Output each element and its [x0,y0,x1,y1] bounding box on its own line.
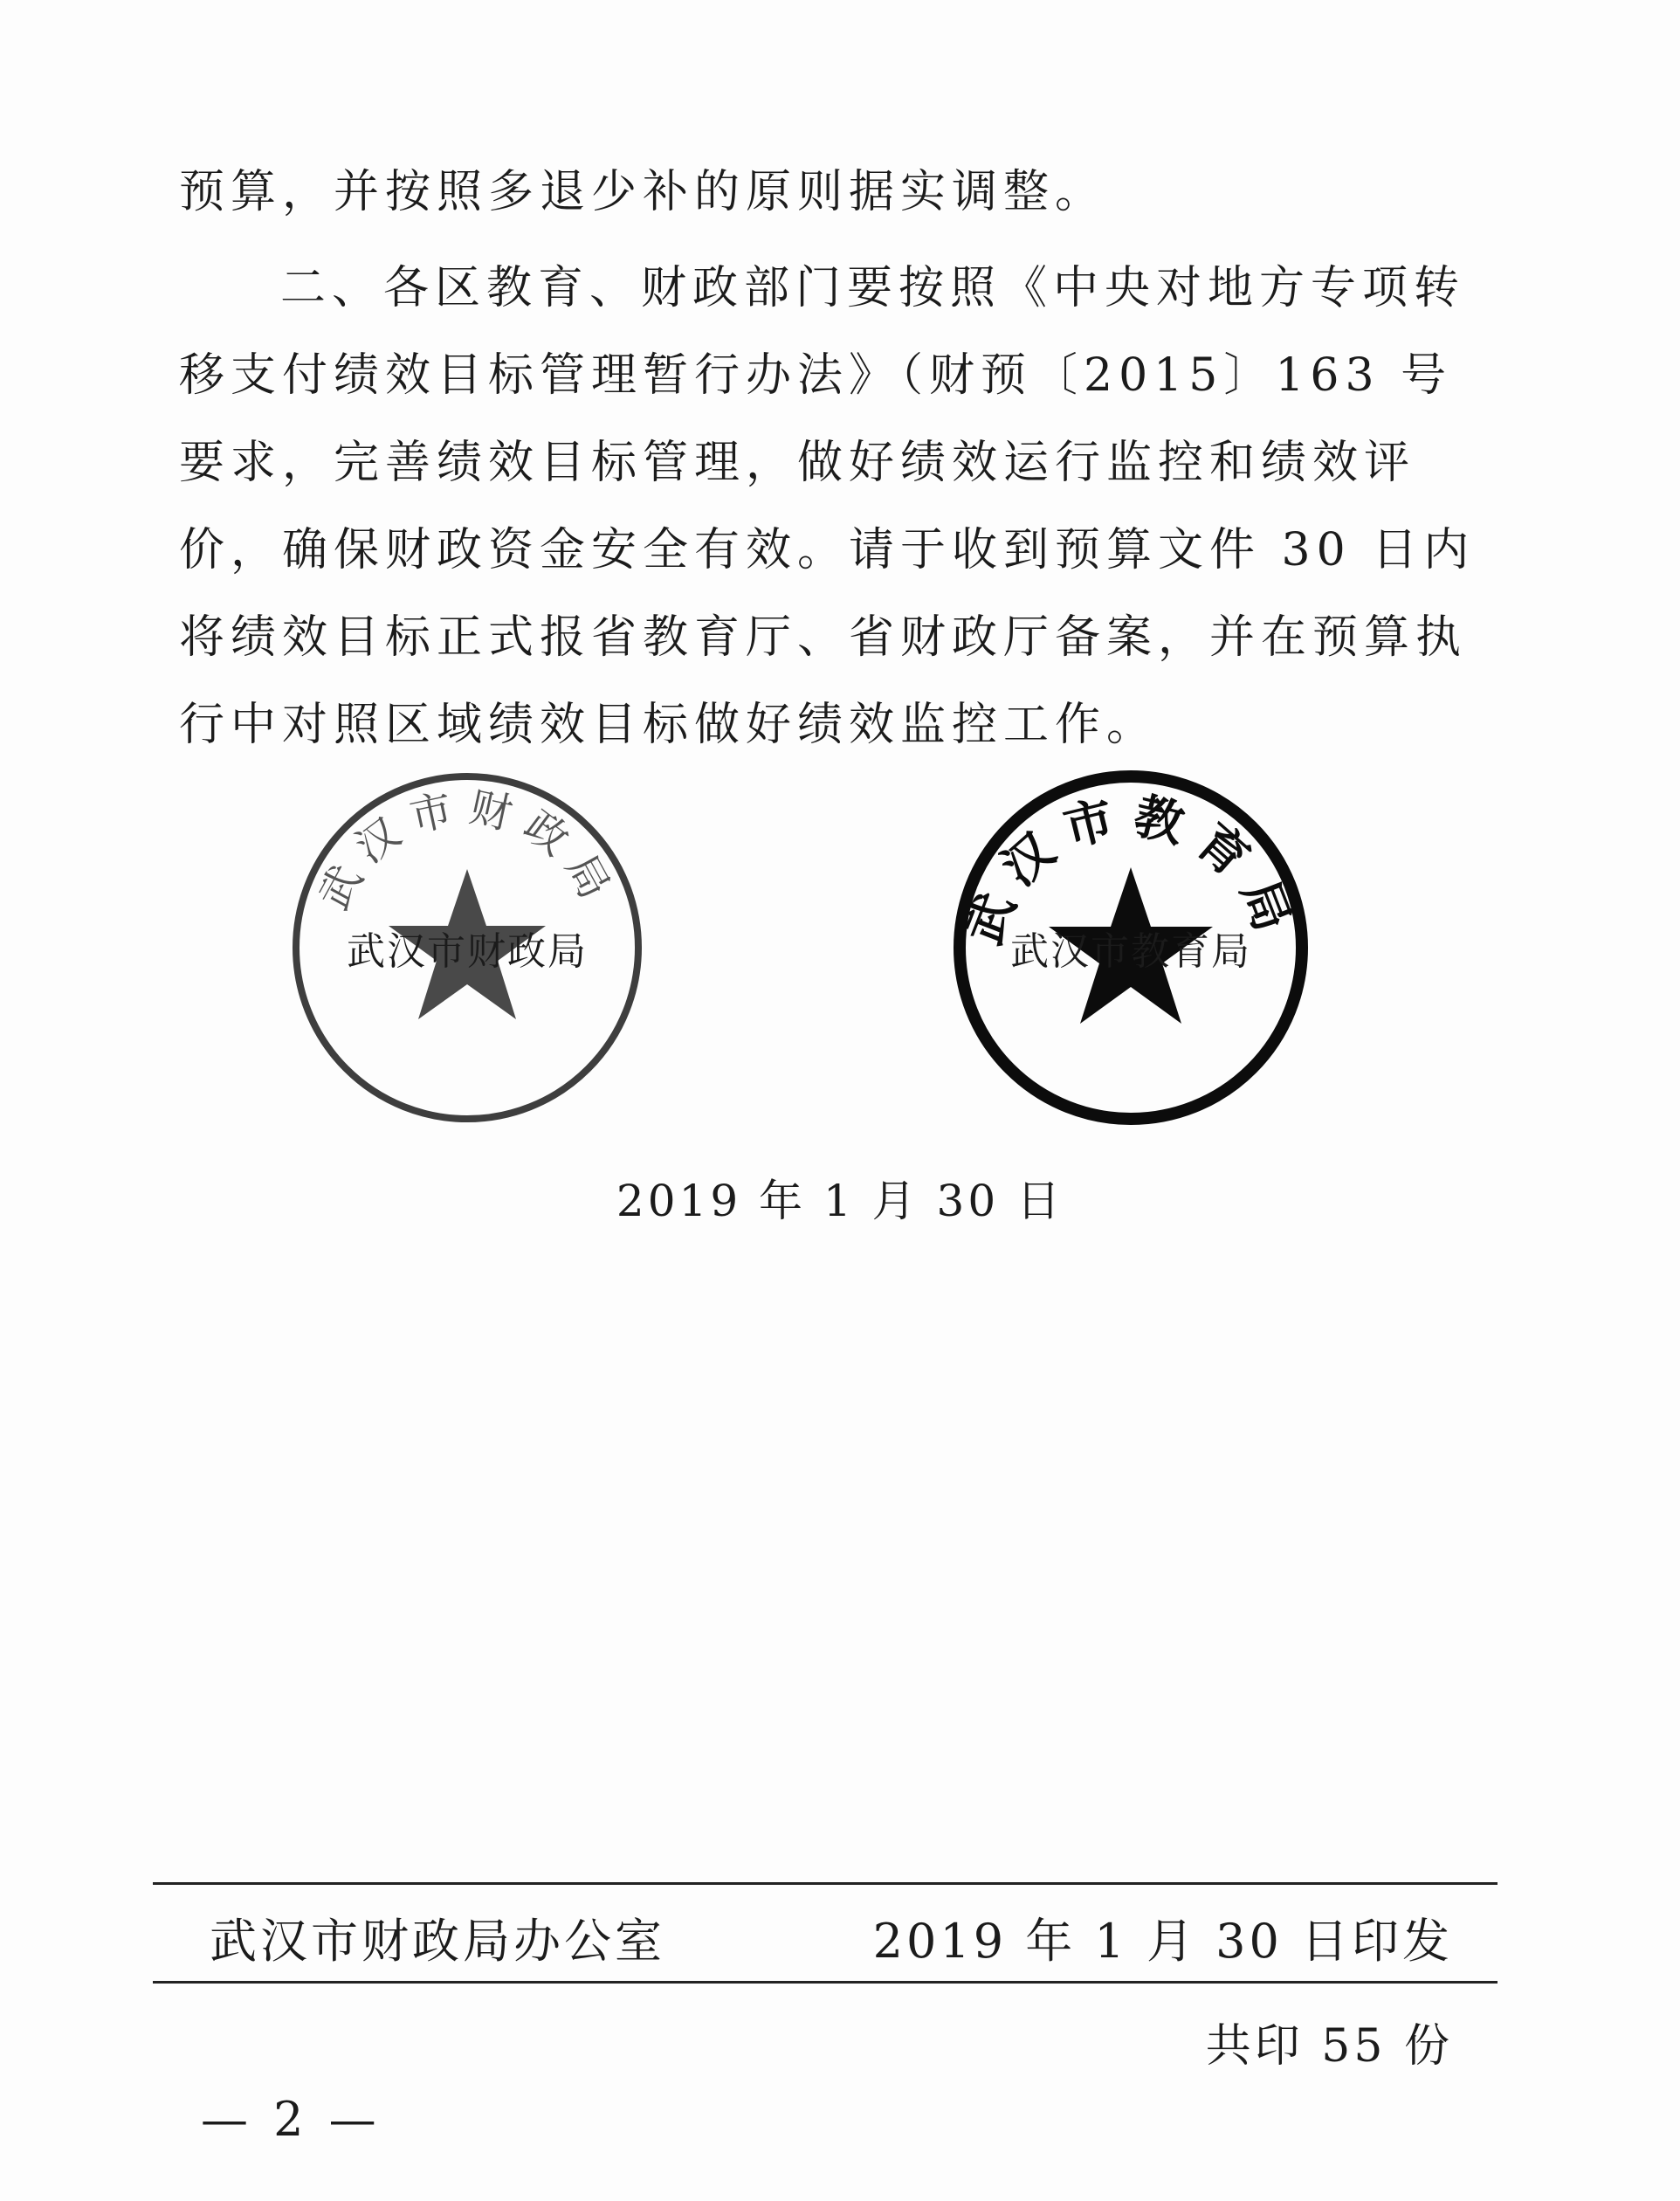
education-bureau-seal [947,764,1314,1131]
paragraph-item-two-text: 二、各区教育、财政部门要按照《中央对地方专项转移支付绩效目标管理暂行办法》（财预〔2015〕163 号要求，完善绩效目标管理，做好绩效运行监控和绩效评价，确保财政资金安全有效。请于收到预算文件 30 日内将绩效目标正式报省教育厅、省财政厅备案，并在预算执行中对照区域绩效目标做好绩效监控工作。 [179,262,1476,751]
issue-date: 2019 年 1 月 30 日印发 [872,1914,1453,1969]
footer-top-rule [153,1882,1498,1885]
issuing-office: 武汉市财政局办公室 [210,1914,665,1969]
paragraph-item-two [179,245,1480,769]
copies-count: 共印 55 份 [1205,2020,1453,2073]
finance-seal-ring-text: 武汉市财政局 [309,782,625,918]
paragraph-continuation: 预算，并按照多退少补的原则据实调整。 [179,166,1107,218]
page-number: — 2 — [201,2092,382,2147]
document-date: 2019 年 1 月 30 日 [616,1176,1064,1226]
finance-bureau-name: 武汉市财政局 [347,929,588,974]
education-bureau-name: 武汉市教育局 [1010,929,1251,974]
footer-bottom-rule [153,1981,1498,1984]
finance-bureau-seal [284,764,651,1131]
education-seal-ring-text: 武汉市教育局 [955,787,1306,952]
